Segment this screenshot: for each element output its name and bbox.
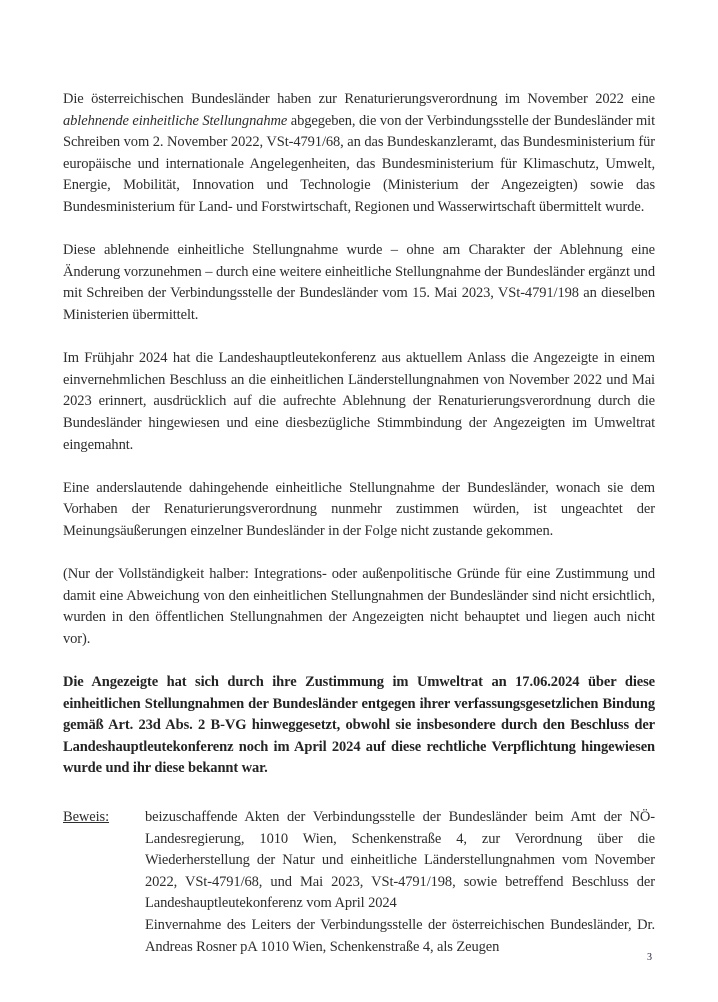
evidence-block: [63, 807, 655, 958]
paragraph-stellungnahme-2022: [63, 89, 655, 219]
paragraph-text: abgegeben, die von der Verbindungsstelle der Bundesländer mit Schreiben vom 2. November 2022, VSt-4791/68, an das Bundeskanzleramt, das Bundesministerium für europäische und internationale Angelegenheiten, das Bundesministerium für Klimaschutz, Umwelt, Energie, Mobilität, Innovation und Technologie (Ministerium der Angezeigten) sowie das Bundesministerium für Land- und Forstwirtschaft, Regionen und Wasserwirtschaft übermittelt wurde.: [63, 112, 656, 215]
evidence-items: [145, 807, 655, 958]
document-body: [63, 89, 655, 958]
page-number: 3: [647, 952, 652, 963]
evidence-item-einvernahme: Einvernahme des Leiters der Verbindungsstelle der österreichischen Bundesländer, Dr. Andreas Rosner pA 1010 Wien, Schenkenstraße 4, als Zeugen: [145, 916, 655, 955]
paragraph-vollstaendigkeit: (Nur der Vollständigkeit halber: Integrations- oder außenpolitische Gründe für eine Zustimmung und damit eine Abweichung von den einheitlichen Stellungnahmen der Bundesländer sind nicht ersichtlich, wurden in den öffentlichen Stellungnahmen der Angezeigten nicht behauptet und liegen auch nicht vor).: [63, 566, 655, 647]
evidence-item-akten: beizuschaffende Akten der Verbindungsstelle der Bundesländer beim Amt der NÖ-Landesregierung, 1010 Wien, Schenkenstraße 4, zur Verordnung über die Wiederherstellung der Natur und einheitliche Länderstellungnahmen vom November 2022, VSt-4791/68, und Mai 2023, VSt-4791/198, sowie betreffend Beschluss der Landeshauptleutekonferenz vom April 2024: [145, 809, 655, 912]
paragraph-keine-anderslautende-stellungnahme: Eine anderslautende dahingehende einheitliche Stellungnahme der Bundesländer, wonach sie dem Vorhaben der Renaturierungsverordnung nunmehr zustimmen würden, ist ungeachtet der Meinungsäußerungen einzelner Bundesländer in der Folge nicht zustande gekommen.: [63, 479, 655, 539]
italic-phrase: ablehnende einheitliche Stellungnahme: [63, 112, 288, 129]
evidence-label: Beweis:: [63, 809, 110, 825]
paragraph-zustimmung-umweltrat-bold: Die Angezeigte hat sich durch ihre Zustimmung im Umweltrat an 17.06.2024 über diese einheitlichen Stellungnahmen der Bundesländer entgegen ihrer verfassungsgesetzlichen Bindung gemäß Art. 23d Abs. 2 B-VG hinweggesetzt, obwohl sie insbesondere durch den Beschluss der Landeshauptleutekonferenz noch im April 2024 auf diese rechtliche Verpflichtung hingewiesen wurde und ihr diese bekannt war.: [63, 674, 655, 777]
paragraph-text: Die österreichischen Bundesländer haben zur Renaturierungsverordnung im November 2022 eine: [63, 91, 655, 107]
paragraph-ergaenzung-2023: Diese ablehnende einheitliche Stellungnahme wurde – ohne am Charakter der Ablehnung eine Änderung vorzunehmen – durch eine weitere einheitliche Stellungnahme der Bundesländer ergänzt und mit Schreiben der Verbindungsstelle der Bundesländer vom 15. Mai 2023, VSt-4791/198 an dieselben Ministerien übermittelt.: [63, 242, 655, 323]
paragraph-landeshauptleutekonferenz-2024: Im Frühjahr 2024 hat die Landeshauptleutekonferenz aus aktuellem Anlass die Angezeigte in einem einvernehmlichen Beschluss an die einheitlichen Länderstellungnahmen von November 2022 und Mai 2023 erinnert, ausdrücklich auf die aufrechte Ablehnung der Renaturierungsverordnung durch die Bundesländer hingewiesen und eine diesbezügliche Stimmbindung der Angezeigten im Umweltrat eingemahnt.: [63, 350, 655, 453]
